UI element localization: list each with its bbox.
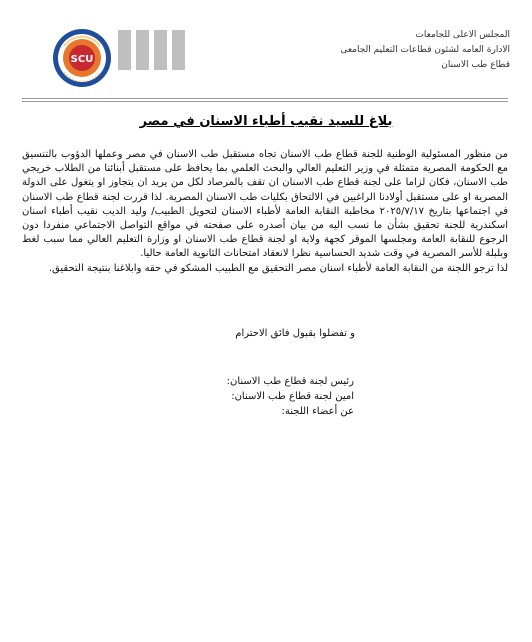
header-divider-secondary: [22, 101, 508, 102]
signature-block: [134, 374, 354, 419]
signature-secretary: امين لجنة قطاع طب الاسنان:: [231, 391, 354, 402]
signature-members: عن أعضاء اللجنة:: [281, 406, 354, 417]
org-line-sector: قطاع طب الاسنان: [441, 60, 510, 70]
logo-text: SCU: [70, 54, 94, 65]
document-body: [22, 148, 508, 276]
header-decorative-bars: [118, 30, 186, 70]
supreme-council-logo: [52, 28, 112, 88]
document-title-text: بلاغ للسيد نقيب أطباء الاسنان في مصر: [139, 114, 393, 129]
signature-chair: رئيس لجنة قطاع طب الاسنان:: [226, 376, 354, 387]
body-paragraph-main: من منظور المسئولية الوطنية للجنة قطاع طب الاسنان تجاه مستقبل طب الاسنان في مصر وعملها الدؤوب بالتنسيق مع الحكومة المصرية متمثلة في وزير التعليم العالي والبحث العلمي بما يحافظ على مستقبل أبنائنا من الطلاب خريجي طب الاسنان، فكان لزاما على لجنة قطاع طب الاسنان ان تقف بالمرصاد لكل من يريد ان يتجاوز او يتغول على الدولة المصرية او على مستقبل أولادنا الراغبين في الالتحاق بكليات طب الاسنان المصرية. لذا قررت لجنة قطاع طب الاسنان في اجتماعها بتاريخ ٢٠٢٥/٧/١٧ مخاطبة النقابة العامة لأطباء الاسنان لتحويل الطبيب/ وليد الديب نقيب أطباء اسنان اسكندرية للجنة تحقيق بشأن ما نسب اليه من بيان أصدره على صفحته في مواقع التواصل الاجتماعي منفردا دون الرجوع للنقابة العامة ومجلسها الموقر كجهة ولاية او لجنة قطاع طب الاسنان او وزارة التعليم العالي مما سبب لغط وبلبلة للأسر المصرية في وقت شديد الحساسية نظرا لانعقاد امتحانات الثانوية العامة حاليا.: [22, 149, 508, 260]
org-line-council: المجلس الاعلى للجامعات: [415, 30, 510, 40]
document-title: [0, 110, 532, 129]
body-paragraph-request: لذا ترجو اللجنة من النقابة العامة لأطباء اسنان مصر التحقيق مع الطبيب المشكو في حقه وابلاغنا بنتيجة التحقيق.: [48, 262, 508, 274]
header-organization: [290, 28, 510, 73]
header-divider: [22, 98, 508, 99]
org-line-administration: الادارة العامه لشئون قطاعات التعليم الجامعى: [340, 45, 510, 55]
closing-salutation: و تفضلوا بقبول فائق الاحترام: [235, 328, 355, 339]
